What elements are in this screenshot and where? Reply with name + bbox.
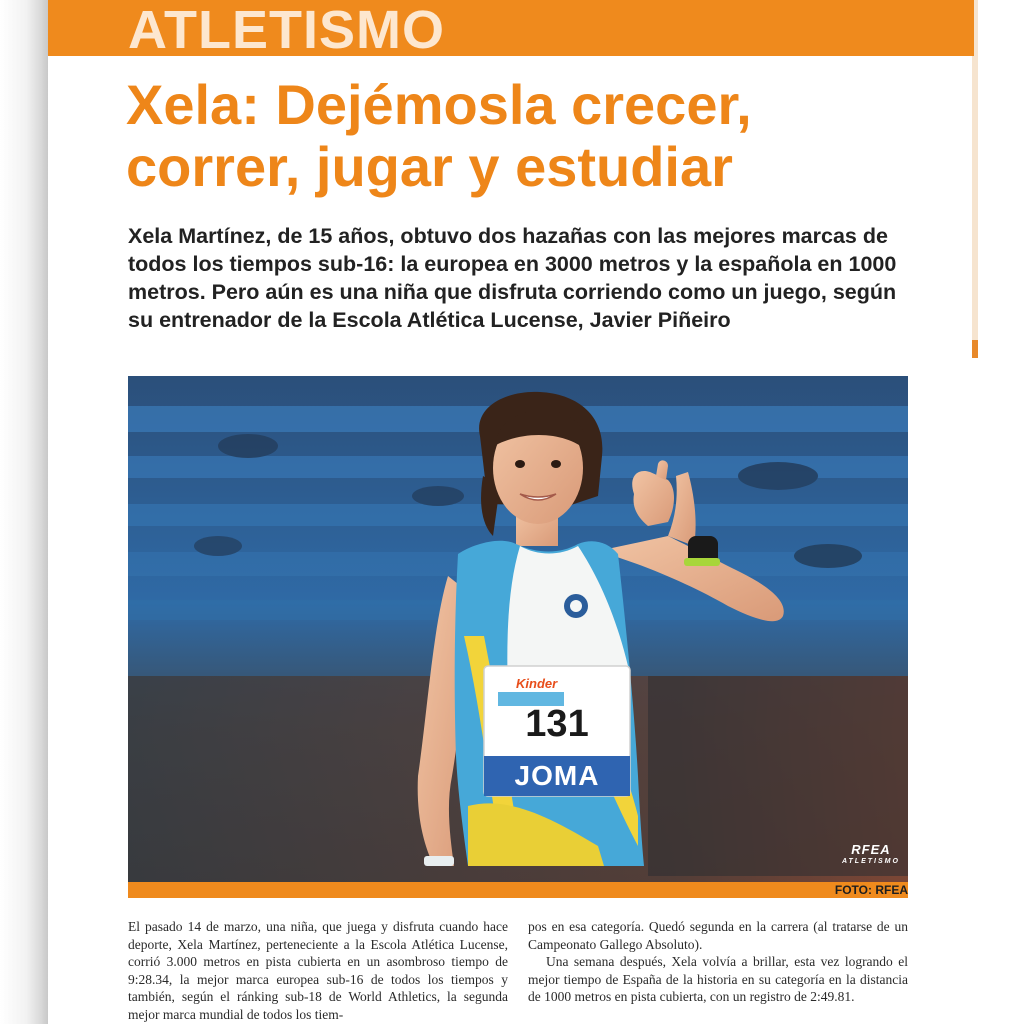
photo-credit: FOTO: RFEA [834,883,908,897]
bib-sponsor: Kinder [516,676,558,691]
section-label: ATLETISMO [128,0,445,60]
photo-caption-bar [128,882,908,898]
photo-watermark [842,844,900,868]
article-photo [128,376,908,882]
athlete-photo-illustration [128,376,908,882]
page-gutter-shadow [0,0,48,1024]
bib-brand: JOMA [514,760,600,791]
article-subheadline: Xela Martínez, de 15 años, obtuvo dos hazañas con las mejores marcas de todos los tiempos sub-16: la europea en 3000 metros y la española en 1000 metros. Pero aún es una niña que disfruta corriendo como un juego, según su entrenador de la Escola Atlética Lucense, Javier Piñeiro [128,224,897,332]
article-headline: Xela: Dejémosla crecer, correr, jugar y estudiar [126,73,752,198]
bib-number: 131 [525,703,589,745]
watermark-logo: RFEA [851,842,891,857]
right-margin-rule-accent [972,340,978,358]
watermark-subtext: ATLETISMO [842,858,900,865]
body-column-2 [528,918,908,1006]
body-paragraph: pos en esa categoría. Quedó segunda en la carrera (al tratarse de un Campeonato Gallego Absoluto). [528,919,908,952]
body-paragraph: El pasado 14 de marzo, una niña, que juega y disfruta cuando hace deporte, Xela Martínez, perteneciente a la Escola Atlética Lucense, corrió 3.000 metros en pista cubierta en un asombroso tiempo de 9:28.34, la mejor marca europea sub-16 de todos los tiempos y también, según el ránking sub-18 de World Athletics, la segunda mejor marca mundial de todos los tiem- [128,919,508,1022]
body-paragraph: Una semana después, Xela volvía a brillar, esta vez logrando el mejor tiempo de España de la historia en su categoría en la distancia de 1000 metros en pista cubierta, con un registro de 2:49.81. [528,954,908,1004]
body-column-1 [128,918,508,1023]
